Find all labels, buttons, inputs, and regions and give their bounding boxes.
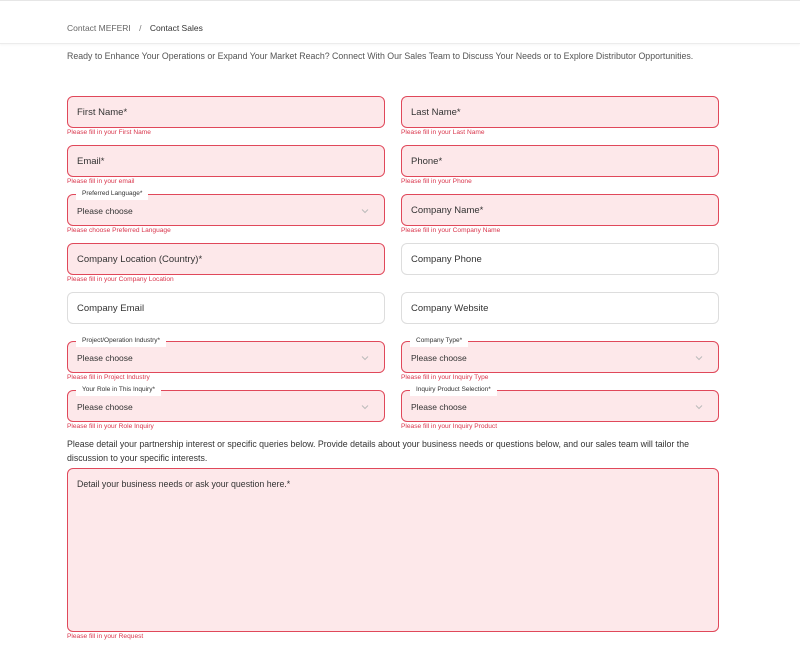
preferred-language-label: Preferred Language*	[76, 189, 148, 200]
company-email-input[interactable]	[68, 293, 384, 323]
company-phone-input[interactable]	[402, 244, 718, 274]
first-name-error: Please fill in your First Name	[67, 129, 151, 136]
preferred-language-error: Please choose Preferred Language	[67, 227, 171, 234]
role-inquiry-error: Please fill in your Role Inquiry	[67, 423, 154, 430]
phone-input[interactable]	[402, 146, 718, 176]
company-location-field[interactable]	[67, 243, 385, 275]
request-description: Please detail your partnership interest or specific queries below. Provide details about your business needs or questions below, and our sales team will tailor the discussion to your specific interests.	[67, 439, 689, 463]
preferred-language-select[interactable]	[67, 190, 385, 226]
breadcrumb-separator: /	[139, 23, 142, 33]
email-field[interactable]	[67, 145, 385, 177]
top-bar	[0, 0, 800, 44]
request-field[interactable]	[67, 468, 719, 632]
company-name-input[interactable]	[402, 195, 718, 225]
chevron-down-icon	[360, 353, 370, 363]
chevron-down-icon	[360, 402, 370, 412]
breadcrumb-home-link[interactable]: Contact MEFERI	[67, 23, 131, 33]
first-name-input[interactable]	[68, 97, 384, 127]
phone-field[interactable]	[401, 145, 719, 177]
product-selection-value: Please choose	[411, 402, 467, 412]
product-selection-label: Inquiry Product Selection*	[410, 385, 497, 396]
breadcrumb-current: Contact Sales	[149, 23, 203, 33]
last-name-input[interactable]	[402, 97, 718, 127]
company-type-label: Company Type*	[410, 336, 468, 347]
company-name-field[interactable]	[401, 194, 719, 226]
phone-error: Please fill in your Phone	[401, 178, 472, 185]
project-industry-error: Please fill in Project Industry	[67, 374, 150, 381]
company-phone-field[interactable]	[401, 243, 719, 275]
chevron-down-icon	[360, 206, 370, 216]
company-location-input[interactable]	[68, 244, 384, 274]
chevron-down-icon	[694, 353, 704, 363]
breadcrumb	[67, 23, 203, 33]
request-textarea[interactable]	[68, 469, 718, 631]
first-name-field[interactable]	[67, 96, 385, 128]
page-subtitle: Ready to Enhance Your Operations or Expand Your Market Reach? Connect With Our Sales Team to Discuss Your Needs or to Explore Distributor Opportunities.	[67, 51, 694, 61]
company-website-input[interactable]	[402, 293, 718, 323]
project-industry-label: Project/Operation Industry*	[76, 336, 166, 347]
company-type-value: Please choose	[411, 353, 467, 363]
role-inquiry-label: Your Role in This Inquiry*	[76, 385, 161, 396]
last-name-field[interactable]	[401, 96, 719, 128]
company-name-error: Please fill in your Company Name	[401, 227, 501, 234]
company-email-field[interactable]	[67, 292, 385, 324]
company-website-field[interactable]	[401, 292, 719, 324]
product-selection-error: Please fill in your Inquiry Product	[401, 423, 498, 430]
project-industry-select[interactable]	[67, 337, 385, 373]
company-location-error: Please fill in your Company Location	[67, 276, 174, 283]
product-selection-select[interactable]	[401, 386, 719, 422]
email-input[interactable]	[68, 146, 384, 176]
request-error: Please fill in your Request	[67, 633, 144, 640]
role-inquiry-value: Please choose	[77, 402, 133, 412]
chevron-down-icon	[694, 402, 704, 412]
project-industry-value: Please choose	[77, 353, 133, 363]
last-name-error: Please fill in your Last Name	[401, 129, 485, 136]
role-inquiry-select[interactable]	[67, 386, 385, 422]
email-error: Please fill in your email	[67, 178, 135, 185]
preferred-language-value: Please choose	[77, 206, 133, 216]
company-type-error: Please fill in your Inquiry Type	[401, 374, 489, 381]
company-type-select[interactable]	[401, 337, 719, 373]
